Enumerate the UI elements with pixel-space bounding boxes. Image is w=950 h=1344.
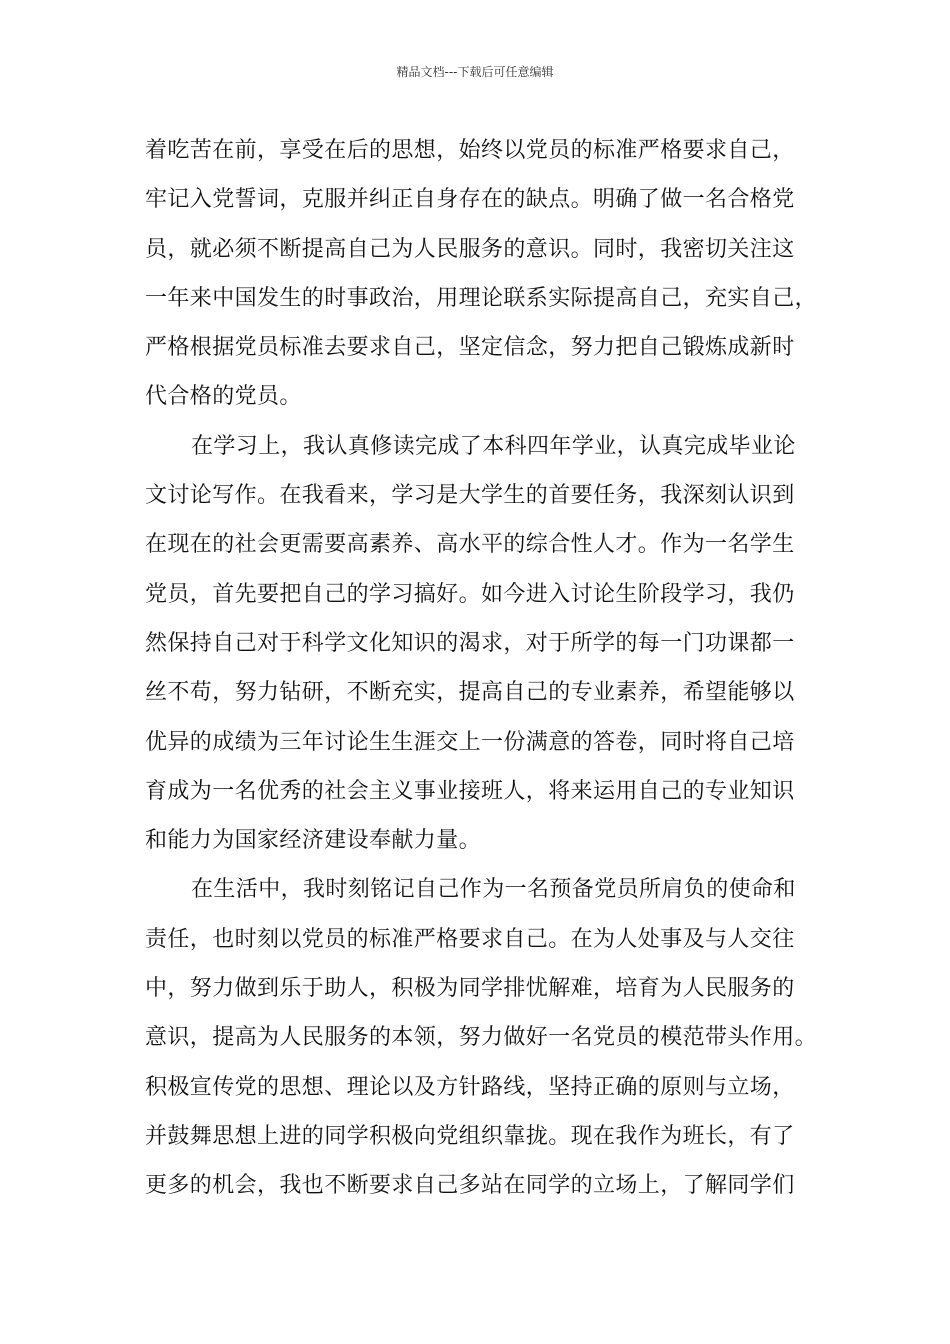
text-line: 牢记入党誓词，克服并纠正自身存在的缺点。明确了做一名合格党 [145,187,795,213]
text-line: 更多的机会，我也不断要求自己多站在同学的立场上，了解同学们 [145,1173,795,1199]
text-line: 严格根据党员标准去要求自己，坚定信念，努力把自己锻炼成新时 [145,335,795,361]
text-line: 党员，首先要把自己的学习搞好。如今进入讨论生阶段学习，我仍 [145,581,795,607]
text-line: 文讨论写作。在我看来，学习是大学生的首要任务，我深刻认识到 [145,483,795,509]
text-line: 然保持自己对于科学文化知识的渴求，对于所学的每一门功课都一 [145,630,795,656]
text-line: 责任，也时刻以党员的标准严格要求自己。在为人处事及与人交往 [145,926,795,952]
text-line: 一年来中国发生的时事政治，用理论联系实际提高自己，充实自己， [145,285,818,311]
text-line: 丝不苟，努力钻研，不断充实，提高自己的专业素养，希望能够以 [145,680,795,706]
text-line: 中，努力做到乐于助人，积极为同学排忧解难，培育为人民服务的 [145,976,795,1002]
text-line: 在现在的社会更需要高素养、高水平的综合性人才。作为一名学生 [145,532,795,558]
text-line: 着吃苦在前，享受在后的思想，始终以党员的标准严格要求自己， [145,138,795,163]
text-line: 育成为一名优秀的社会主义事业接班人，将来运用自己的专业知识 [145,778,795,804]
text-line: 优异的成绩为三年讨论生生涯交上一份满意的答卷，同时将自己培 [145,729,795,755]
text-line: 员，就必须不断提高自己为人民服务的意识。同时，我密切关注这 [145,236,795,262]
text-line: 并鼓舞思想上进的同学积极向党组织靠拢。现在我作为班长，有了 [145,1123,795,1149]
text-line: 意识，提高为人民服务的本领，努力做好一名党员的模范带头作用。 [145,1025,818,1051]
text-line: 代合格的党员。 [145,384,302,410]
paragraph [145,422,817,866]
paragraph [145,865,817,1210]
paragraph [145,126,817,422]
text-line: 在学习上，我认真修读完成了本科四年学业，认真完成毕业论 [191,433,796,459]
text-line: 在生活中，我时刻铭记自己作为一名预备党员所肩负的使命和 [191,877,796,903]
text-line: 积极宣传党的思想、理论以及方针路线，坚持正确的原则与立场， [145,1074,795,1100]
document-body [145,126,817,1211]
text-line: 和能力为国家经济建设奉献力量。 [145,828,482,854]
page-header: 精品文档---下载后可任意编辑 [396,65,554,79]
